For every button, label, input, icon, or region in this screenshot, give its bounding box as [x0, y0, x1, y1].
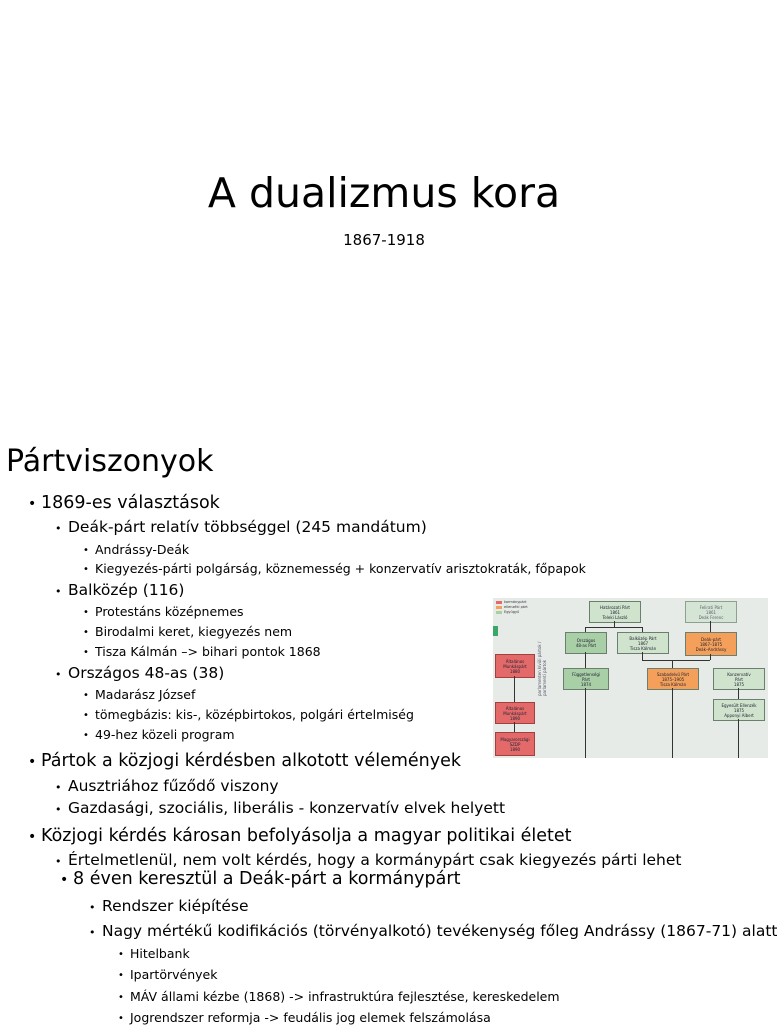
slide-title: Pártviszonyok	[6, 444, 214, 479]
content-slide	[0, 431, 777, 1025]
connector-line	[672, 688, 673, 758]
list-item: • Hitelbank	[118, 946, 190, 961]
list-item: • tömegbázis: kis-, középbirtokos, polgári értelmiség	[83, 707, 414, 722]
list-item: • Ipartörvények	[118, 967, 218, 982]
bullet-icon: •	[118, 949, 124, 960]
list-item: • Nagy mértékű kodifikációs (törvényalkotó) tevékenység főleg Andrássy (1867-71) alatt	[102, 921, 777, 941]
bullet-icon: •	[28, 829, 37, 845]
connector-line	[642, 627, 643, 632]
legend-swatch	[496, 601, 502, 604]
list-item: • Andrássy-Deák	[83, 542, 190, 557]
bullet-icon: •	[55, 668, 62, 681]
bullet-icon: •	[83, 545, 89, 556]
party-box: Általános Munkáspárt 1890	[495, 702, 535, 724]
list-item: • 1869-es választások	[28, 493, 220, 513]
slide-subtitle: 1867-1918	[343, 231, 425, 249]
party-box: Általános Munkáspárt 1880	[495, 654, 535, 678]
party-box: Határozati Párt 1861 Teleki László	[589, 601, 641, 623]
list-item: • 8 éven keresztül a Deák-párt a kormánypárt	[60, 869, 461, 889]
list-item: • Madarász József	[83, 687, 196, 702]
connector-line	[585, 652, 586, 668]
list-item: • Közjogi kérdés károsan befolyásolja a magyar politikai életet	[28, 826, 572, 846]
side-label: parlamenten kívüli pártok / parlamenti pártok	[537, 641, 547, 696]
list-item: • Országos 48-as (38)	[68, 663, 224, 683]
list-item: • Deák-párt relatív többséggel (245 mandátum)	[68, 517, 427, 537]
list-item: • Tisza Kálmán –> bihari pontok 1868	[83, 644, 321, 659]
slide-title: A dualizmus kora	[207, 169, 561, 217]
list-item: • MÁV állami kézbe (1868) -> infrastruktúra fejlesztése, kereskedelem	[118, 989, 560, 1004]
party-box: Deák-párt 1867–1875 Deák–Andrássy	[685, 632, 737, 656]
bullet-icon: •	[55, 803, 62, 816]
bullet-icon: •	[83, 690, 89, 701]
list-item: • Jogrendszer reformja -> feudális jog elemek felszámolása	[118, 1010, 491, 1025]
list-item: • Ausztriához fűződő viszony	[68, 776, 279, 796]
list-item: • Értelmetlenül, nem volt kérdés, hogy a kormánypárt csak kiegyezés párti lehet	[68, 850, 682, 863]
connector-line	[514, 676, 515, 702]
title-slide	[0, 0, 768, 431]
connector-line	[738, 719, 739, 758]
connector-line	[585, 627, 586, 632]
party-box: Országos 48-as Párt	[565, 632, 607, 654]
list-item: • Protestáns középnemes	[83, 604, 244, 619]
bullet-icon: •	[55, 585, 62, 598]
bullet-icon: •	[118, 992, 124, 1003]
bullet-icon: •	[89, 926, 96, 939]
list-item: • 49-hez közeli program	[83, 727, 235, 742]
list-item: • Balközép (116)	[68, 580, 184, 600]
bullet-icon: •	[83, 647, 89, 658]
connector-line	[710, 621, 711, 632]
bullet-icon: •	[118, 1013, 124, 1024]
party-box: Felirati Párt 1861 Deák Ferenc	[685, 601, 737, 623]
list-item: • Birodalmi keret, kiegyezés nem	[83, 624, 293, 639]
connector-line	[585, 627, 643, 628]
bullet-icon: •	[55, 855, 62, 868]
bullet-icon: •	[28, 496, 37, 512]
party-box: Magyarországi SZDP 1890	[495, 732, 535, 756]
list-item: • Kiegyezés-párti polgárság, köznemesség + konzervatív arisztokraták, főpapok	[83, 561, 586, 576]
connector-line	[585, 688, 586, 758]
connector-line	[514, 722, 515, 732]
connector-line	[672, 660, 673, 668]
party-box: Függetlenségi Párt 1874	[563, 668, 609, 690]
bullet-icon: •	[83, 627, 89, 638]
bullet-icon: •	[83, 710, 89, 721]
bullet-icon: •	[89, 901, 96, 914]
bullet-icon: •	[55, 781, 62, 794]
legend-label: ellenzéki párt	[504, 605, 528, 609]
list-item: • Pártok a közjogi kérdésben alkotott vélemények	[28, 751, 461, 771]
bullet-icon: •	[60, 872, 69, 888]
bullet-icon: •	[83, 607, 89, 618]
party-box: Balközép Párt 1867 Tisza Kálmán	[617, 632, 669, 654]
bullet-icon: •	[83, 730, 89, 741]
legend-label: kormánypárt	[504, 600, 527, 604]
connector-line	[738, 688, 739, 699]
legend-swatch	[496, 606, 502, 609]
marker	[493, 626, 498, 636]
bullet-icon: •	[28, 754, 37, 770]
connector-line	[710, 654, 711, 660]
party-box: Konzervatív Párt 1875	[713, 668, 765, 690]
legend-label: Együgyű	[504, 610, 520, 614]
connector-line	[642, 652, 643, 660]
list-item: • Rendszer kiépítése	[102, 896, 249, 916]
party-box: Szabadelvű Párt 1875–1905 Tisza Kálmán	[647, 668, 699, 690]
party-box: Egyesült Ellenzék 1875 Apponyi Albert	[713, 699, 765, 721]
legend-swatch	[496, 611, 502, 614]
connector-line	[642, 660, 710, 661]
bullet-icon: •	[83, 564, 89, 575]
party-diagram-image	[493, 598, 768, 758]
bullet-icon: •	[55, 522, 62, 535]
list-item: • Gazdasági, szociális, liberális - konzervatív elvek helyett	[68, 798, 505, 818]
bullet-icon: •	[118, 970, 124, 981]
